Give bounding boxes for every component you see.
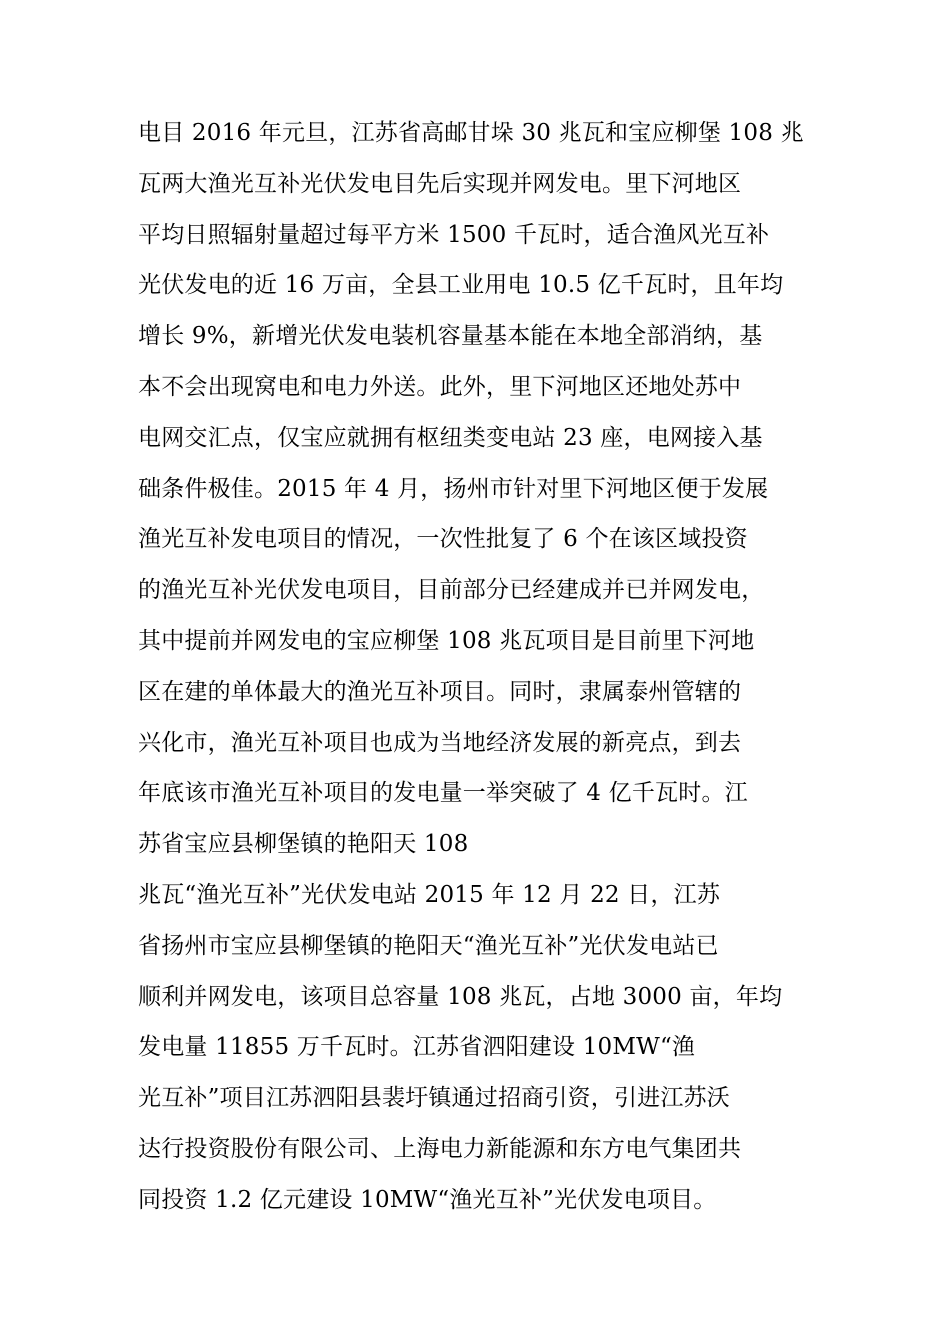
text-line: 同投资 1.2 亿元建设 10MW“渔光互补”光伏发电项目。 [138,1186,717,1213]
text-line: 础条件极佳。2015 年 4 月，扬州市针对里下河地区便于发展 [138,475,769,502]
text-line: 兴化市，渔光互补项目也成为当地经济发展的新亮点，到去 [138,729,742,756]
body-paragraph [138,108,838,1226]
text-line: 增长 9%，新增光伏发电装机容量基本能在本地全部消纳，基 [138,323,763,350]
text-line: 本不会出现窝电和电力外送。此外，里下河地区还地处苏中 [138,373,742,400]
text-line: 顺利并网发电，该项目总容量 108 兆瓦，占地 3000 亩，年均 [138,983,783,1010]
text-line: 区在建的单体最大的渔光互补项目。同时，隶属泰州管辖的 [138,678,742,705]
text-line: 光伏发电的近 16 万亩，全县工业用电 10.5 亿千瓦时，且年均 [138,272,784,299]
text-line: 电目 2016 年元旦，江苏省高邮甘垛 30 兆瓦和宝应柳堡 108 兆 [138,120,804,146]
text-line: 光互补”项目江苏泗阳县裴圩镇通过招商引资，引进江苏沃 [138,1085,730,1112]
text-line: 苏省宝应县柳堡镇的艳阳天 108 [138,831,469,858]
text-line: 电网交汇点，仅宝应就拥有枢纽类变电站 23 座，电网接入基 [138,424,763,451]
text-line: 发电量 11855 万千瓦时。江苏省泗阳建设 10MW“渔 [138,1034,696,1061]
text-line: 省扬州市宝应县柳堡镇的艳阳天“渔光互补”光伏发电站已 [138,932,719,959]
text-line: 年底该市渔光互补项目的发电量一举突破了 4 亿千瓦时。江 [138,780,748,807]
text-line: 其中提前并网发电的宝应柳堡 108 兆瓦项目是目前里下河地 [138,627,755,654]
text-line: 瓦两大渔光互补光伏发电目先后实现并网发电。里下河地区 [138,170,742,197]
text-line: 平均日照辐射量超过每平方米 1500 千瓦时，适合渔风光互补 [138,221,770,248]
text-line: 渔光互补发电项目的情况，一次性批复了 6 个在该区域投资 [138,526,748,553]
text-line: 兆瓦“渔光互补”光伏发电站 2015 年 12 月 22 日，江苏 [138,881,721,908]
text-line: 达行投资股份有限公司、上海电力新能源和东方电气集团共 [138,1135,742,1162]
text-line: 的渔光互补光伏发电项目，目前部分已经建成并已并网发电， [138,577,765,604]
